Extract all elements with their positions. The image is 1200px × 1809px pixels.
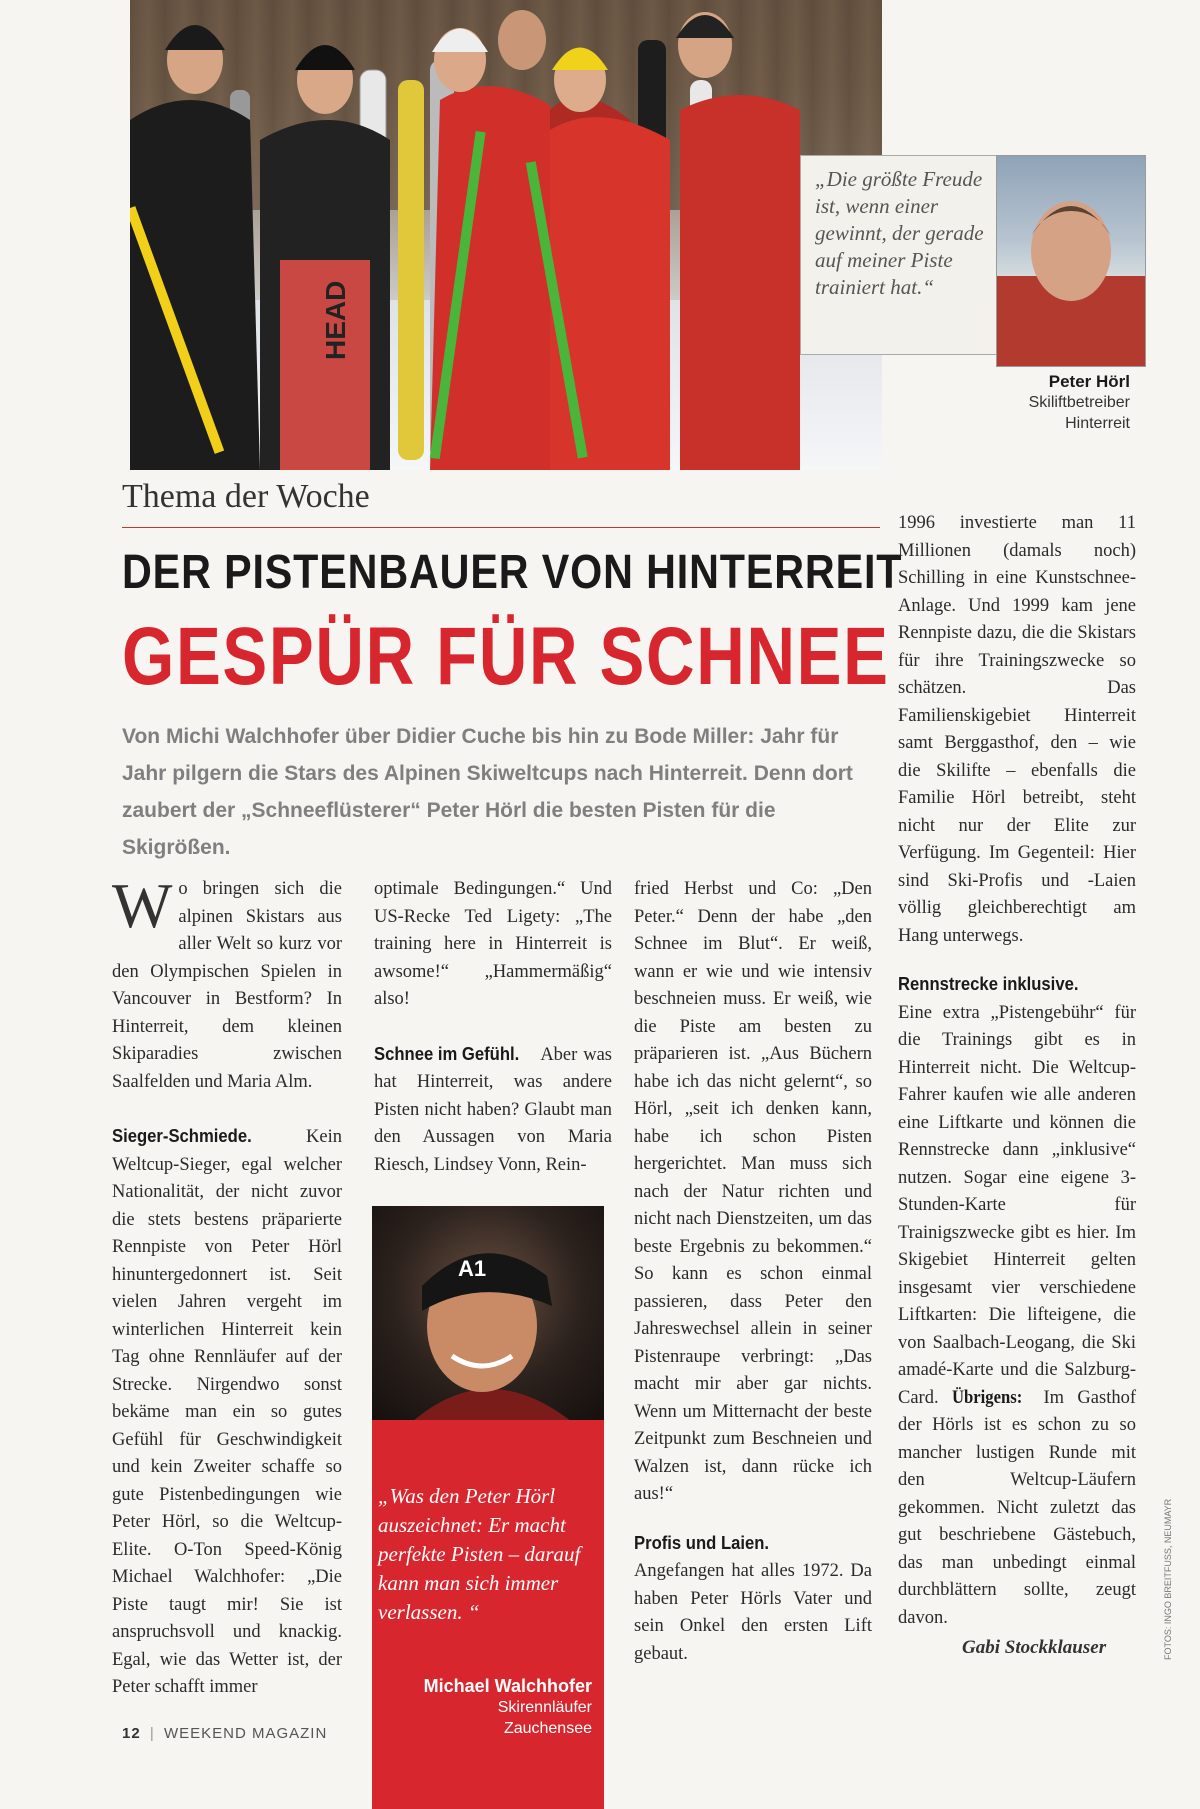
drop-cap: W (112, 870, 173, 941)
red-caption-role-2: Zauchensee (503, 1720, 592, 1737)
peter-hoerl-portrait (996, 155, 1146, 367)
col3-subhead: Profis und Laien. (634, 1531, 770, 1553)
team-photo (130, 0, 882, 470)
pullquote-box-top (800, 155, 998, 355)
col4-paragraph-2: Eine extra „Pistengebühr“ für die Trainings gibt es in Hinterreit nicht. Die Weltcup-Fahrer kaufen wie alle anderen eine Liftkarte und können die Rennstrecke dann „inklusive“ nutzen. Sogar eine eigene 3-Stunden-Karte für Trainigszwecke gibt es hier. Im Skigebiet Hinterreit gelten insgesamt vier verschiedene Liftkarten: Die lifteigene, die von Saalbach-Leogang, die Ski amadé-Karte und die Salzburg-Card. (898, 1002, 1136, 1408)
magazine-name: WEEKEND MAGAZIN (163, 1725, 328, 1742)
red-caption-role-1: Skirennläufer (497, 1699, 592, 1716)
col4-subhead-1: Rennstrecke inklusive. (898, 973, 1079, 994)
walchhofer-caption (380, 1676, 592, 1739)
subheadline: GESPÜR FÜR SCHNEE (122, 611, 890, 702)
author-byline: Gabi Stockklauser (962, 1637, 1107, 1658)
article-column-2 (374, 876, 612, 1179)
col4-subhead-2: Übrigens: (951, 1387, 1023, 1408)
col3-paragraph-2: Angefangen hat alles 1972. Da haben Peter Hörls Vater und sein Onkel den ersten Lift gebaut. (634, 1561, 872, 1664)
col1-subhead: Sieger-Schmiede. (112, 1125, 252, 1146)
article-column-4 (898, 510, 1136, 1632)
headline: DER PISTENBAUER VON HINTERREIT (122, 546, 903, 599)
kicker: Thema der Woche (122, 478, 370, 515)
caption-role-2: Hinterreit (1065, 415, 1130, 432)
team-illustration (130, 0, 882, 470)
page-number: 12 (122, 1725, 141, 1742)
caption-name: Peter Hörl (1048, 372, 1130, 391)
red-caption-name: Michael Walchhofer (423, 1676, 592, 1696)
lead-paragraph: Von Michi Walchhofer über Didier Cuche bis hin zu Bode Miller: Jahr für Jahr pilgern die Stars des Alpinen Skiweltcups nach Hinterreit. Denn dort zaubert der „Schneeflüsterer“ Peter Hörl die besten Pisten für die Skigrößen. (122, 725, 853, 859)
svg-text:A1: A1 (458, 1256, 487, 1281)
col2-subhead: Schnee im Gefühl. (374, 1042, 520, 1064)
col4-paragraph-3: Im Gasthof der Hörls ist es schon zu so mancher lustigen Runde mit den Weltcup-Läufern gekommen. Nicht zuletzt das gut beschriebene Gästebuch, das man unbedingt einmal durchblättern sollte, zeugt davon. (898, 1387, 1137, 1628)
kicker-rule (122, 527, 880, 528)
svg-text:HEAD: HEAD (320, 280, 351, 360)
peter-hoerl-caption (960, 372, 1130, 434)
col2-paragraph-1: optimale Bedingungen.“ Und US-Recke Ted Ligety: „The training here in Hinterreit is awsome!“ „Hammermäßig“ also! (374, 879, 612, 1009)
article-column-1 (112, 870, 342, 1702)
michael-walchhofer-portrait (372, 1206, 604, 1422)
page-footer: 12 | WEEKEND MAGAZIN (122, 1725, 328, 1742)
col1-paragraph-2: Kein Weltcup-Sieger, egal welcher Nationalität, der nicht zuvor die stets bestens präparierte Rennpiste von Peter Hörl hinuntergedonnert ist. Seit vielen Jahren vergeht im winterlichen Hinterreit kein Tag ohne Rennläufer auf der Strecke. Nirgendwo sonst bekäme man ein so gutes Gefühl für Geschwindigkeit und kein Zweiter schaffe so gute Pistenbedingungen wie Peter Hörl, so die Weltcup-Elite. O-Ton Speed-König Michael Walchhofer: „Die Piste taugt mir! Sie ist anspruchsvoll und knackig. Egal, wie das Wetter ist, der Peter schafft immer (112, 1127, 342, 1697)
pullquote-top-text: „Die größte Freude ist, wenn einer gewinnt, der gerade auf meiner Piste trainiert hat.“ (815, 167, 984, 299)
col1-paragraph-1: o bringen sich die alpinen Skistars aus aller Welt so kurz vor den Olympischen Spielen in Vancouver in Bestform? In Hinterreit, dem kleinen Skiparadies zwischen Saalfelden und Maria Alm. (112, 879, 342, 1092)
photo-credit: FOTOS: INGO BREITFUSS, NEUMAYR (1163, 1498, 1173, 1660)
red-quote-text: „Was den Peter Hörl auszeichnet: Er macht perfekte Pisten – darauf kann man sich immer verlassen. “ (378, 1484, 581, 1624)
col4-paragraph-1: 1996 investierte man 11 Millionen (damals noch) Schilling in eine Kunstschnee-Anlage. Und 1999 kam jene Rennpiste dazu, die die Skistars für ihre Trainingszwecke so schätzen. Das Familienskigebiet Hinterreit samt Berggasthof, den – wie die Skilifte – ebenfalls die Familie Hörl betreibt, steht nicht nur der Elite zur Verfügung. Im Gegenteil: Hier sind Ski-Profis und -Laien völlig gleichberechtigt am Hang unterwegs. (898, 513, 1136, 946)
col2-paragraph-2: Aber was hat Hinterreit, was andere Pisten nicht haben? Glaubt man den Aussagen von Maria Riesch, Lindsey Vonn, Rein- (374, 1044, 612, 1175)
caption-role-1: Skiliftbetreiber (1028, 394, 1130, 411)
col3-paragraph-1: fried Herbst und Co: „Den Peter.“ Denn der habe „den Schnee im Blut“. Er weiß, wann er wie und wie intensiv beschneien muss. Er weiß, wie die Piste am besten zu präparieren ist. „Aus Büchern habe ich das nicht gelernt“, so Hörl, „seit ich denken kann, habe ich schon Pisten hergerichtet. Man muss sich nach der Natur richten und nicht nach Dienstzeiten, um das beste Ergebnis zu bekommen.“ So kann es schon einmal passieren, dass Peter den Jahreswechsel allein in seiner Pistenraupe verbringt: „Das macht mir aber gar nichts. Wenn um Mitternacht der beste Zeitpunkt zum Beschneien und Walzen ist, dann rücke ich aus!“ (634, 879, 872, 1504)
article-column-3 (634, 876, 872, 1668)
